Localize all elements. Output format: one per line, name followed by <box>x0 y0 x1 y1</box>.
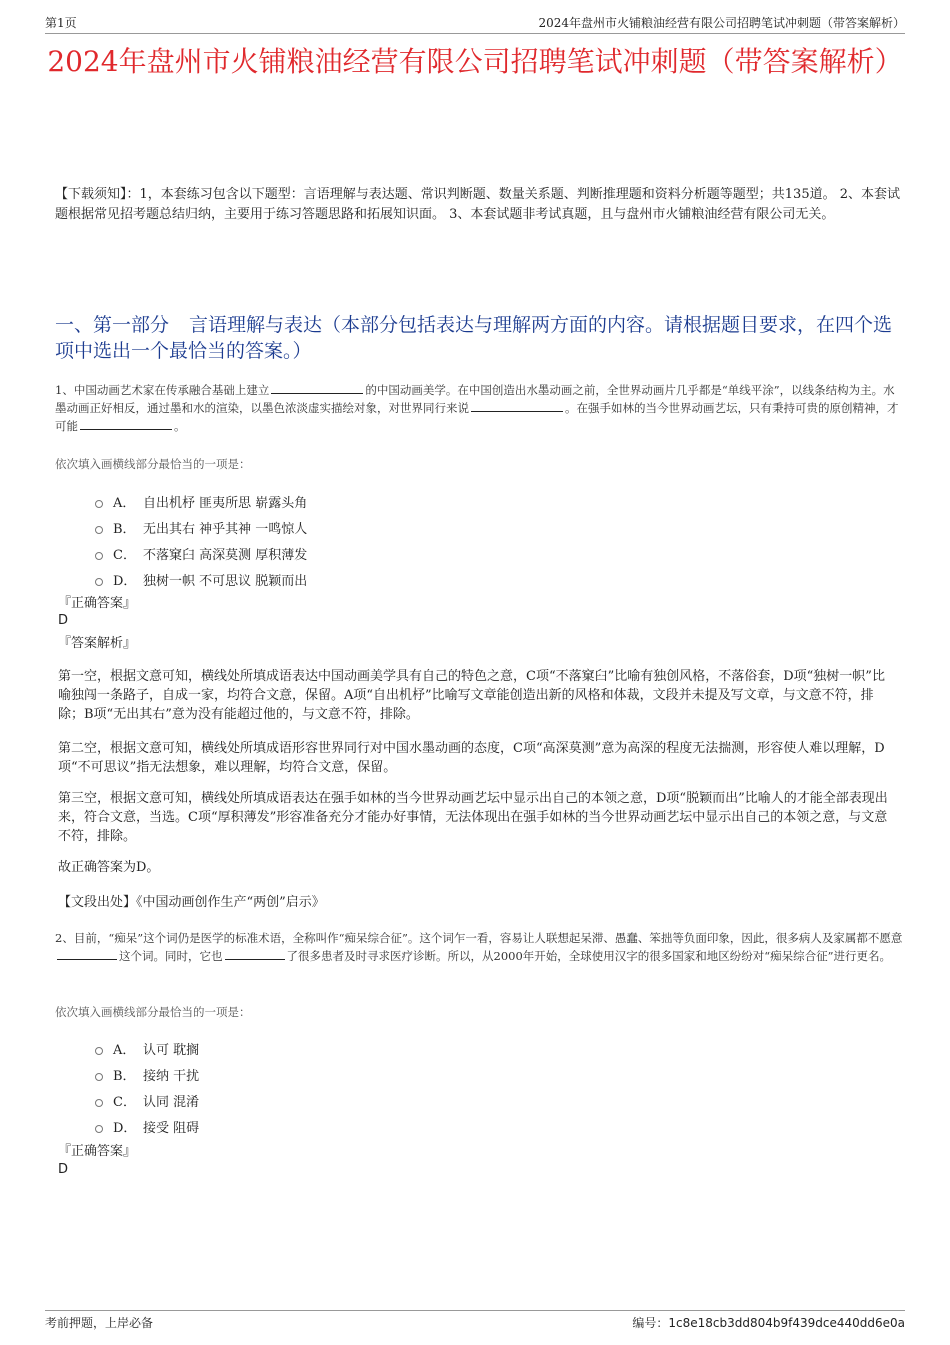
q1-text-part2: 的中国动画美学。在中国创造出水墨动画之前，全世界动画片几乎都是“单线平涂”，以线条结构为主。水墨动画正好相反，通过墨和水的渲染，以墨色浓淡虚实描绘对象，对世界同行来说 <box>55 383 895 415</box>
q1-analysis-2: 第二空，根据文意可知，横线处所填成语形容世界同行对中国水墨动画的态度，C项“高深莫测”意为高深的程度无法揣测，形容使人难以理解，D项“不可思议”指无法想象，难以理解，均符合文意，保留。 <box>58 741 885 775</box>
question-2-stem <box>55 929 905 965</box>
option-letter: A． <box>113 1042 136 1058</box>
header-doc-title: 2024年盘州市火铺粮油经营有限公司招聘笔试冲刺题（带答案解析） <box>538 16 905 30</box>
q2-option-d[interactable] <box>95 1113 199 1139</box>
radio-icon[interactable] <box>95 1073 103 1081</box>
q2-answer: D <box>58 1162 69 1177</box>
q1-blank-1 <box>271 383 363 394</box>
footer-code-wrap <box>632 1314 905 1331</box>
radio-icon[interactable] <box>95 1125 103 1133</box>
option-text: 接纳 干扰 <box>143 1068 200 1084</box>
option-letter: D． <box>113 573 137 589</box>
q1-text-part4: 。 <box>174 419 186 433</box>
option-text: 认同 混淆 <box>143 1094 200 1110</box>
q1-answer: D <box>58 613 69 628</box>
option-text: 不落窠臼 高深莫测 厚积薄发 <box>143 547 308 563</box>
q1-analysis-1: 第一空，根据文意可知，横线处所填成语表达中国动画美学具有自己的特色之意，C项“不落窠臼”比喻有独创风格，不落俗套，D项“独树一帜”比喻独闯一条路子，自成一家，均符合文意，保留。A项“自出机杼”比喻写文章能创造出新的风格和体裁，文段并未提及写文章，与文意不符，排除；B项“无出其右”意为没有能超过他的，与文意不符，排除。 <box>58 669 885 722</box>
q2-option-a[interactable] <box>95 1035 199 1061</box>
q1-text-part3: 。在强手如林的当今世界动画艺坛，只有秉持可贵的原创精神，才可能 <box>55 401 899 433</box>
section-heading <box>55 312 905 364</box>
option-text: 独树一帜 不可思议 脱颖而出 <box>143 573 308 589</box>
option-text: 认可 耽搁 <box>143 1042 200 1058</box>
q2-text-part1: 2、目前，“痴呆”这个词仍是医学的标准术语，全称叫作“痴呆综合征”。这个词乍一看，容易让人联想起呆滞、愚蠢、笨拙等负面印象，因此，很多病人及家属都不愿意 <box>55 931 903 945</box>
radio-icon[interactable] <box>95 526 103 534</box>
q1-text-part1: 1、中国动画艺术家在传承融合基础上建立 <box>55 383 270 397</box>
q1-analysis-label: 『答案解析』 <box>58 636 137 651</box>
page-footer <box>45 1310 905 1331</box>
option-letter: A． <box>113 495 136 511</box>
option-letter: B． <box>113 1068 136 1084</box>
q1-option-d[interactable] <box>95 566 307 592</box>
radio-icon[interactable] <box>95 500 103 508</box>
q1-option-c[interactable] <box>95 540 307 566</box>
q2-text-part3: 了很多患者及时寻求医疗诊断。所以，从2000年开始，全球使用汉字的很多国家和地区纷纷对“痴呆综合征”进行更名。 <box>286 949 892 963</box>
option-letter: C． <box>113 1094 136 1110</box>
q2-answer-label: 『正确答案』 <box>58 1144 137 1159</box>
option-text: 无出其右 神乎其神 一鸣惊人 <box>143 521 308 537</box>
footer-code-label: 编号： <box>632 1316 669 1330</box>
q1-options <box>95 488 307 592</box>
q1-analysis-3: 第三空，根据文意可知，横线处所填成语表达在强手如林的当今世界动画艺坛中显示出自己的本领之意，D项“脱颖而出”比喻人的才能全部表现出来，符合文意，当选。C项“厚积薄发”形容准备充分才能办好事情，无法体现出在强手如林的当今世界动画艺坛中显示出自己的本领之意，与文意不符，排除。 <box>58 791 888 844</box>
radio-icon[interactable] <box>95 1047 103 1055</box>
download-notice: 【下载须知】：1，本套练习包含以下题型：言语理解与表达题、常识判断题、数量关系题、判断推理题和资料分析题等题型；共135道。 2、本套试题根据常见招考题总结归纳，主要用于练习答题思路和拓展知识面。 3、本套试题非考试真题，且与盘州市火铺粮油经营有限公司无关。 <box>55 187 900 222</box>
q2-blank-1 <box>57 949 117 960</box>
question-1-stem <box>55 381 905 435</box>
footer-code: 1c8e18cb3dd804b9f439dce440dd6e0a <box>668 1316 905 1330</box>
footer-slogan: 考前押题，上岸必备 <box>45 1316 154 1330</box>
section-description: 言语理解与表达（本部分包括表达与理解两方面的内容。请根据题目要求，在四个选项中选出一个最恰当的答案。） <box>55 314 893 362</box>
q1-blank-2 <box>471 401 563 412</box>
document-title: 2024年盘州市火铺粮油经营有限公司招聘笔试冲刺题（带答案解析） <box>47 45 903 78</box>
option-letter: D． <box>113 1120 137 1136</box>
q1-option-a[interactable] <box>95 488 307 514</box>
page-header <box>45 12 905 34</box>
radio-icon[interactable] <box>95 1099 103 1107</box>
q1-source: 【文段出处】《中国动画创作生产“两创”启示》 <box>58 895 325 910</box>
q1-answer-label: 『正确答案』 <box>58 596 137 611</box>
q2-option-c[interactable] <box>95 1087 199 1113</box>
q2-option-b[interactable] <box>95 1061 199 1087</box>
radio-icon[interactable] <box>95 552 103 560</box>
option-text: 自出机杼 匪夷所思 崭露头角 <box>143 495 308 511</box>
option-text: 接受 阻碍 <box>143 1120 200 1136</box>
page-number: 第1页 <box>45 16 77 30</box>
option-letter: C． <box>113 547 136 563</box>
q2-text-part2: 这个词。同时，它也 <box>119 949 223 963</box>
q2-blank-2 <box>225 949 285 960</box>
q2-options <box>95 1035 199 1139</box>
radio-icon[interactable] <box>95 578 103 586</box>
option-letter: B． <box>113 521 136 537</box>
q1-prompt: 依次填入画横线部分最恰当的一项是： <box>55 457 251 471</box>
q1-blank-3 <box>80 419 172 430</box>
q2-prompt: 依次填入画横线部分最恰当的一项是： <box>55 1005 251 1019</box>
q1-conclusion: 故正确答案为D。 <box>58 860 160 875</box>
section-number-title: 一、第一部分 <box>55 314 170 336</box>
q1-option-b[interactable] <box>95 514 307 540</box>
